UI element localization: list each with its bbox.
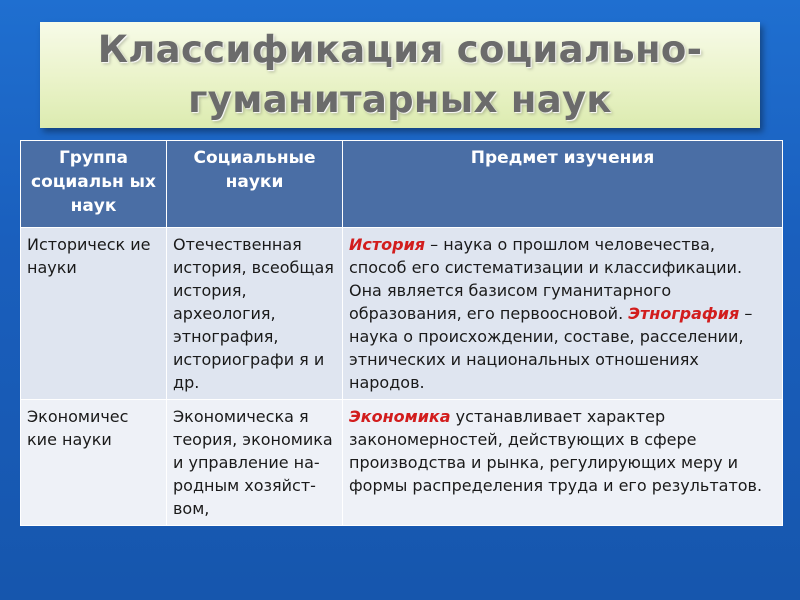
header-sciences: Социальные науки [167, 141, 343, 228]
header-group: Группа социальн ых наук [21, 141, 167, 228]
cell-sciences [167, 228, 343, 400]
sciences-list: Отечественная история, всеобщая история, археология, этнография, историографи я и др. [173, 235, 334, 392]
group-label: Историческ ие науки [27, 235, 151, 277]
cell-group [21, 400, 167, 526]
definition-ethnography: – наука о происхождении, составе, расселении, этнических и национальных отношениях народов. [349, 304, 753, 392]
title-banner [40, 22, 760, 128]
definition-history: – наука о прошлом человечества, способ его систематизации и классификации. Она является базисом гуманитарного образования, его первоосновой. [349, 235, 743, 323]
table-row [21, 400, 783, 526]
sciences-list: Экономическа я теория, экономика и управление на-родным хозяйст-вом, [173, 407, 333, 518]
title-line-2: гуманитарных наук [188, 78, 612, 121]
classification-table [20, 140, 783, 526]
term-economics: Экономика [349, 407, 451, 426]
cell-group [21, 228, 167, 400]
cell-sciences [167, 400, 343, 526]
table-header-row [21, 141, 783, 228]
group-label: Экономичес кие науки [27, 407, 129, 449]
title-line-1: Классификация социально- [97, 28, 703, 71]
cell-subject [343, 400, 783, 526]
page-title [98, 25, 703, 125]
term-ethnography: Этнография [628, 304, 740, 323]
cell-subject [343, 228, 783, 400]
table-row [21, 228, 783, 400]
term-history: История [349, 235, 426, 254]
header-subject: Предмет изучения [343, 141, 783, 228]
definition-economics: устанавливает характер закономерностей, действующих в сфере производства и рынка, регулирующих меру и формы распределения труда и его результатов. [349, 407, 763, 495]
